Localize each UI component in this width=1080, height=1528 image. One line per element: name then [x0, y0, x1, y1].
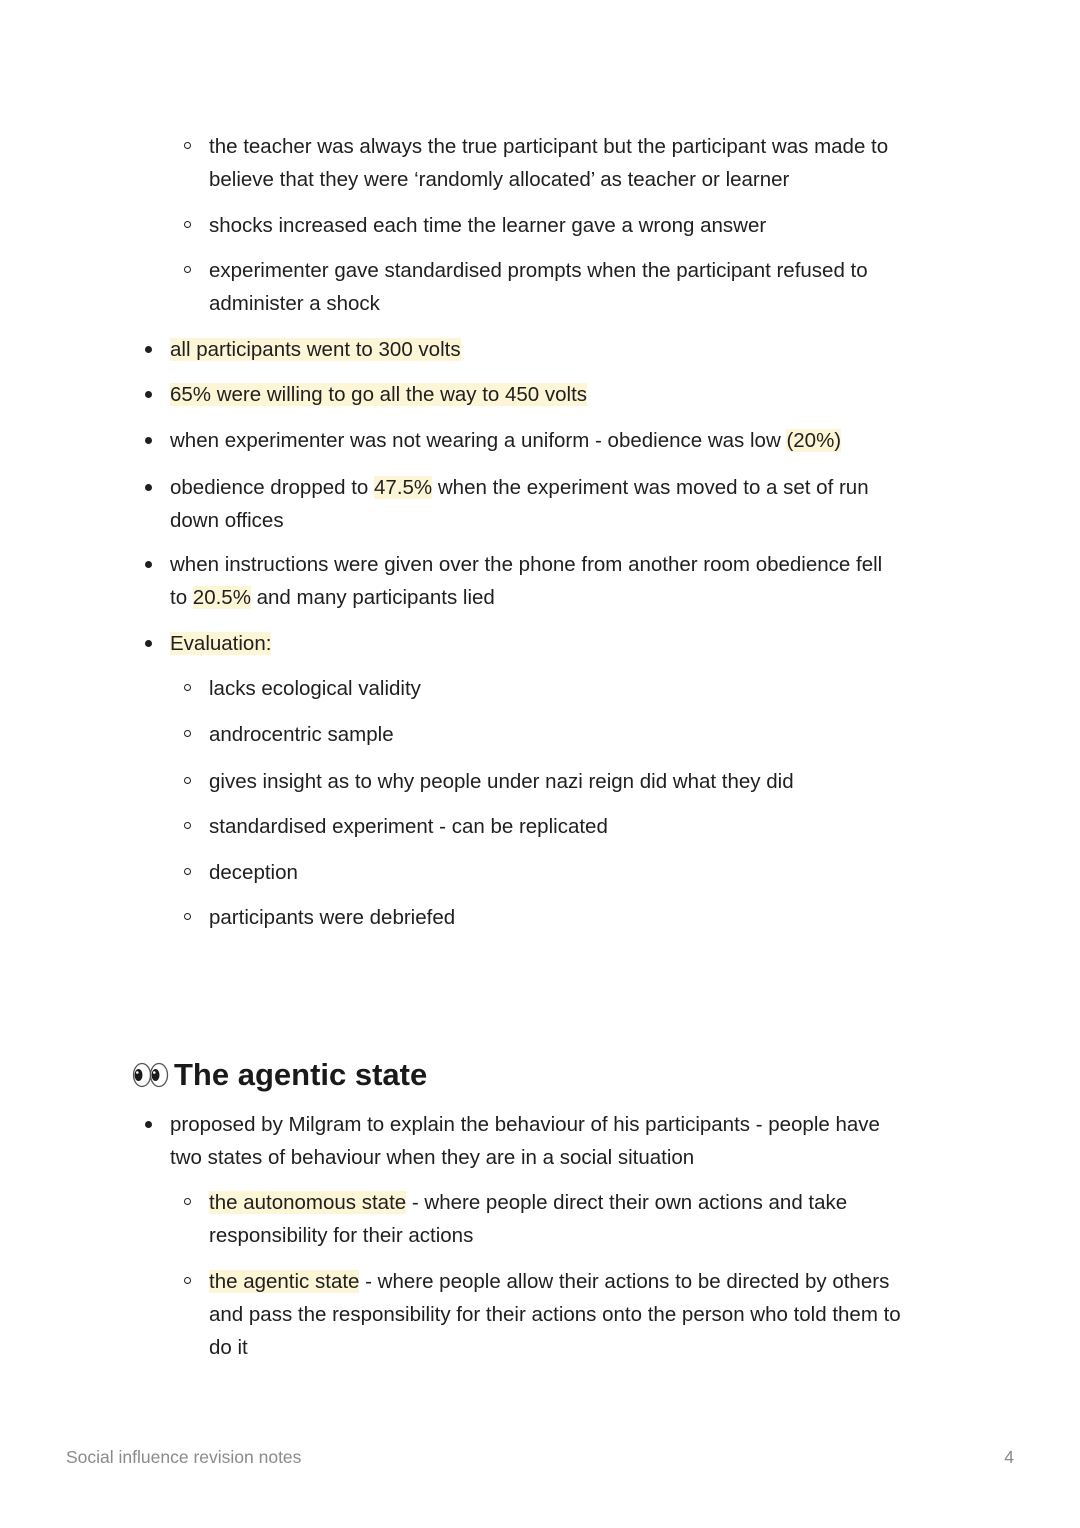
list-item-text: believe that they were ‘randomly allocated’ as teacher or learner	[209, 168, 790, 191]
sub-bullet	[184, 1277, 191, 1284]
page-number: 4	[1004, 1447, 1014, 1467]
bullet	[145, 1121, 152, 1128]
list-item-text: androcentric sample	[209, 723, 394, 746]
bullet	[145, 640, 152, 647]
list-item-text: administer a shock	[209, 292, 380, 315]
evaluation-item	[209, 901, 969, 934]
list-item-continuation	[170, 581, 960, 614]
sub-bullet	[184, 142, 191, 149]
highlighted-text: 65% were willing to go all the way to 450 volts	[170, 383, 588, 406]
list-item-text: to	[170, 586, 193, 609]
evaluation-item	[209, 718, 969, 751]
list-item-text: - where people direct their own actions and take	[406, 1191, 848, 1214]
list-item	[170, 333, 960, 366]
list-item-continuation	[209, 287, 969, 320]
list-item-text: participants were debriefed	[209, 906, 456, 929]
list-item-text: standardised experiment - can be replicated	[209, 815, 608, 838]
list-item-text: gives insight as to why people under nazi reign did what they did	[209, 770, 794, 793]
list-item-text: do it	[209, 1336, 248, 1359]
highlighted-text: (20%)	[786, 429, 842, 452]
evaluation-item	[209, 856, 969, 889]
bullet	[145, 346, 152, 353]
list-item-continuation	[209, 1298, 969, 1331]
bullet	[145, 561, 152, 568]
list-item	[209, 130, 969, 163]
list-item-text: the teacher was always the true participant but the participant was made to	[209, 135, 889, 158]
sub-bullet	[184, 913, 191, 920]
list-item	[170, 627, 960, 660]
list-item-text: and many participants lied	[250, 586, 495, 609]
list-item-text: and pass the responsibility for their actions onto the person who told them to	[209, 1303, 901, 1326]
sub-bullet	[184, 684, 191, 691]
list-item-text: proposed by Milgram to explain the behaviour of his participants - people have	[170, 1113, 880, 1136]
list-item-text: shocks increased each time the learner gave a wrong answer	[209, 214, 767, 237]
list-item-text: when instructions were given over the phone from another room obedience fell	[170, 553, 883, 576]
eyes-icon	[132, 1062, 170, 1088]
list-item-continuation	[209, 163, 969, 196]
section-heading-text: The agentic state	[174, 1057, 428, 1092]
list-item	[209, 254, 969, 287]
list-item-continuation	[170, 504, 960, 537]
evaluation-item	[209, 810, 969, 843]
sub-bullet	[184, 221, 191, 228]
footer-document-title: Social influence revision notes	[66, 1447, 302, 1467]
sub-bullet	[184, 1198, 191, 1205]
bullet	[145, 437, 152, 444]
evaluation-label: Evaluation:	[170, 632, 272, 655]
list-item-text: two states of behaviour when they are in a social situation	[170, 1146, 695, 1169]
sub-bullet	[184, 868, 191, 875]
list-item	[170, 471, 960, 504]
highlighted-text: all participants went to 300 volts	[170, 338, 461, 361]
list-item	[170, 1108, 960, 1141]
sub-bullet	[184, 777, 191, 784]
sub-bullet	[184, 266, 191, 273]
list-item	[209, 1265, 969, 1298]
list-item	[209, 1186, 969, 1219]
list-item-text: obedience dropped to	[170, 476, 375, 499]
list-item-continuation	[209, 1219, 969, 1252]
sub-bullet	[184, 822, 191, 829]
evaluation-item	[209, 765, 969, 798]
list-item	[170, 424, 960, 457]
list-item-text: lacks ecological validity	[209, 677, 421, 700]
list-item-text: deception	[209, 861, 298, 884]
sub-bullet	[184, 730, 191, 737]
highlighted-text: 47.5%	[374, 476, 433, 499]
list-item	[209, 209, 969, 242]
list-item-text: - where people allow their actions to be directed by others	[359, 1270, 890, 1293]
list-item	[170, 378, 960, 411]
highlighted-text: the agentic state	[209, 1270, 360, 1293]
list-item-text: experimenter gave standardised prompts when the participant refused to	[209, 259, 868, 282]
list-item-text: down offices	[170, 509, 284, 532]
list-item-continuation	[209, 1331, 969, 1364]
list-item-continuation	[170, 1141, 960, 1174]
bullet	[145, 484, 152, 491]
list-item-text: responsibility for their actions	[209, 1224, 474, 1247]
list-item-text: when the experiment was moved to a set of run	[432, 476, 869, 499]
highlighted-text: the autonomous state	[209, 1191, 407, 1214]
evaluation-item	[209, 672, 969, 705]
highlighted-text: 20.5%	[192, 586, 251, 609]
list-item	[170, 548, 960, 581]
section-heading	[132, 1053, 427, 1097]
list-item-text: when experimenter was not wearing a uniform - obedience was low	[170, 429, 787, 452]
bullet	[145, 391, 152, 398]
